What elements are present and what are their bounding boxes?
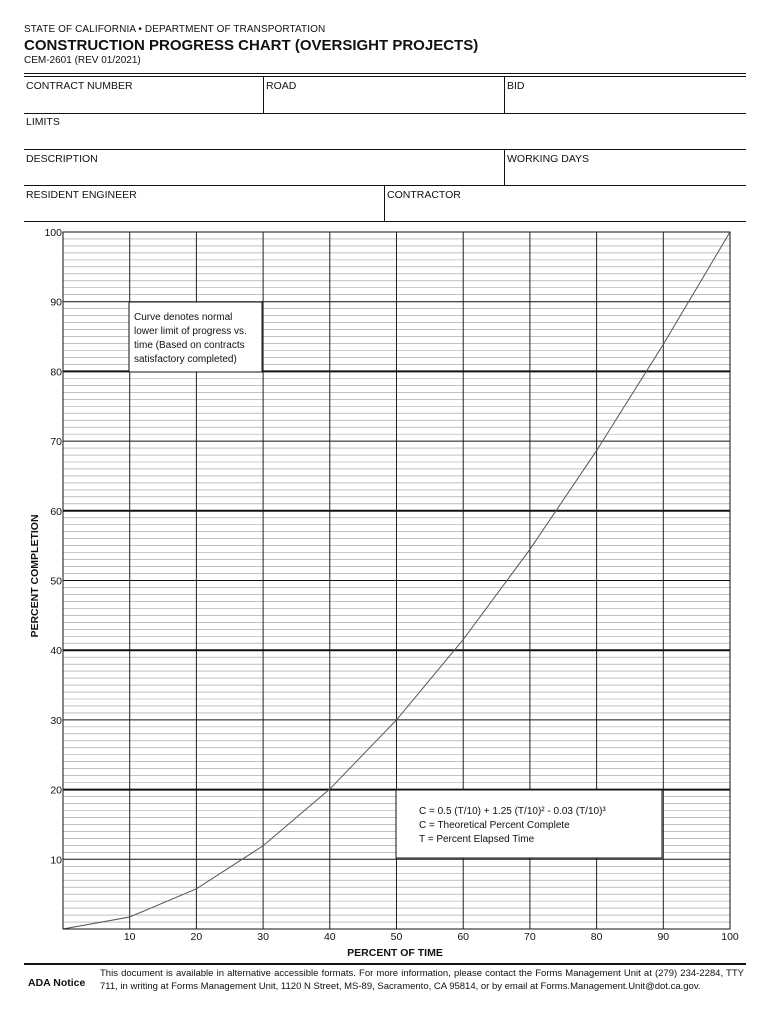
y-tick-label: 10 xyxy=(50,854,62,867)
field-divider xyxy=(504,150,505,185)
y-tick-label: 30 xyxy=(50,714,62,727)
field-divider xyxy=(263,77,264,113)
y-tick-label: 90 xyxy=(50,296,62,309)
road-field[interactable]: ROAD xyxy=(266,80,297,92)
formula-text: C = 0.5 (T/10) + 1.25 (T/10)² - 0.03 (T/10)³ C = Theoretical Percent Complete T = Percent Elapsed Time xyxy=(419,806,606,845)
y-tick-label: 70 xyxy=(50,436,62,449)
field-divider xyxy=(504,77,505,113)
row-divider-3 xyxy=(24,185,746,186)
ada-notice-title: ADA Notice xyxy=(28,977,86,989)
description-field[interactable]: DESCRIPTION xyxy=(26,153,98,165)
top-rule-1 xyxy=(24,73,746,74)
x-tick-label: 100 xyxy=(721,931,739,942)
row-divider-1 xyxy=(24,113,746,114)
working-days-field[interactable]: WORKING DAYS xyxy=(507,153,590,165)
footer-rule xyxy=(24,963,746,965)
top-rule-2 xyxy=(24,76,746,77)
form-title: CONSTRUCTION PROGRESS CHART (OVERSIGHT PROJECTS) xyxy=(24,37,479,54)
ada-notice-text: This document is available in alternative accessible formats. For more information, please contact the Forms Management Unit at (279) 234-2284, TTY 711, in writing at Forms Management Unit, 1120 N Street, MS-89, Sacramento, CA 95814, or by email at Forms.Management.Unit@dot.ca.gov. xyxy=(100,968,744,992)
field-divider xyxy=(384,186,385,221)
resident-engineer-field[interactable]: RESIDENT ENGINEER xyxy=(26,189,137,201)
y-tick-label: 100 xyxy=(44,227,62,239)
row-divider-2 xyxy=(24,149,746,150)
contractor-field[interactable]: CONTRACTOR xyxy=(387,189,461,201)
y-tick-label: 20 xyxy=(50,784,62,797)
x-tick-label: 90 xyxy=(657,931,670,942)
progress-chart xyxy=(0,222,770,942)
limits-field[interactable]: LIMITS xyxy=(26,116,60,128)
agency-line: STATE OF CALIFORNIA • DEPARTMENT OF TRANSPORTATION xyxy=(24,24,326,35)
x-tick-label: 40 xyxy=(323,931,336,942)
y-tick-label: 50 xyxy=(50,575,62,588)
contract-number-field[interactable]: CONTRACT NUMBER xyxy=(26,80,133,92)
curve-note-text: Curve denotes normal lower limit of progress vs. time (Based on contracts satisfactory completed) xyxy=(134,312,247,365)
x-tick-label: 30 xyxy=(257,931,269,942)
y-tick-label: 60 xyxy=(50,505,62,518)
x-tick-label: 60 xyxy=(457,931,470,942)
y-tick-label: 40 xyxy=(50,645,62,658)
x-tick-label: 10 xyxy=(123,931,136,942)
y-tick-label: 80 xyxy=(50,366,62,379)
bid-field[interactable]: BID xyxy=(507,80,525,92)
x-tick-label: 70 xyxy=(524,931,536,942)
form-id: CEM-2601 (REV 01/2021) xyxy=(24,55,141,66)
y-axis-label: PERCENT COMPLETION xyxy=(29,514,41,638)
x-axis-label: PERCENT OF TIME xyxy=(347,947,443,959)
x-tick-label: 20 xyxy=(190,931,203,942)
x-tick-label: 80 xyxy=(590,931,603,942)
x-tick-label: 50 xyxy=(390,931,403,942)
